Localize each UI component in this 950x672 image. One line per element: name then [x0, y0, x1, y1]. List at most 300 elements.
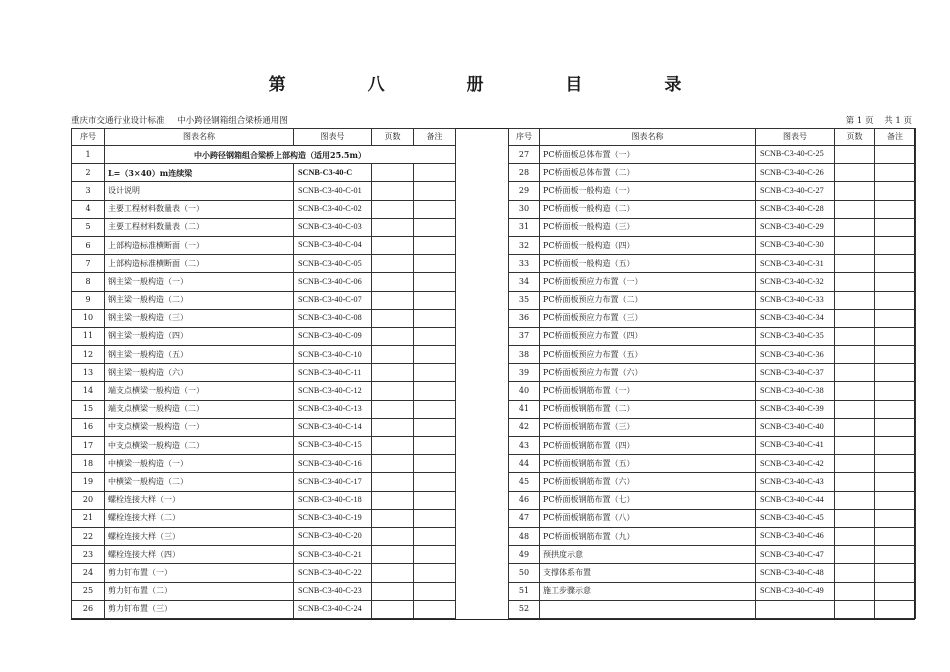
index-table-right: [508, 128, 916, 619]
row-number: 20: [72, 491, 105, 509]
remarks-cell: [875, 164, 916, 182]
standard-name: 重庆市交通行业设计标准: [71, 116, 165, 126]
page-count-cell: [835, 418, 875, 436]
remarks-cell: [414, 236, 456, 254]
drawing-name: 螺栓连接大样（三）: [105, 527, 294, 545]
row-number: 11: [72, 327, 105, 345]
table-row: [72, 527, 456, 545]
row-number: 7: [72, 255, 105, 273]
drawing-code: SCNB-C3-40-C-32: [756, 273, 835, 291]
row-number: 8: [72, 273, 105, 291]
page-count-cell: [835, 273, 875, 291]
remarks-cell: [875, 291, 916, 309]
drawing-name: 螺栓连接大样（二）: [105, 509, 294, 527]
page-count-cell: [835, 455, 875, 473]
drawing-code: SCNB-C3-40-C-24: [294, 600, 372, 618]
drawing-code: SCNB-C3-40-C-07: [294, 291, 372, 309]
page-number: 第 1 页: [845, 116, 874, 126]
drawing-code: SCNB-C3-40-C-08: [294, 309, 372, 327]
page-count-cell: [835, 582, 875, 600]
page-count-cell: [372, 255, 414, 273]
remarks-cell: [875, 327, 916, 345]
page-indicator: [838, 114, 912, 126]
page-count-cell: [372, 273, 414, 291]
drawing-name: PC桥面板钢筋布置（三）: [540, 418, 756, 436]
row-number: 43: [509, 437, 540, 455]
remarks-cell: [875, 346, 916, 364]
drawing-name: PC桥面板预应力布置（五）: [540, 346, 756, 364]
remarks-cell: [414, 200, 456, 218]
drawing-code: SCNB-C3-40-C-48: [756, 564, 835, 582]
page-count-cell: [372, 582, 414, 600]
row-number: 21: [72, 509, 105, 527]
drawing-name: PC桥面板一般构造（五）: [540, 255, 756, 273]
row-number: 40: [509, 382, 540, 400]
col-no-header: 序号: [509, 129, 540, 146]
remarks-cell: [414, 400, 456, 418]
table-row: [72, 437, 456, 455]
index-table-left: [71, 128, 456, 619]
drawing-name: 支撑体系布置: [540, 564, 756, 582]
row-number: 17: [72, 437, 105, 455]
table-row: [72, 582, 456, 600]
table-row: [509, 164, 916, 182]
table-row: [72, 327, 456, 345]
drawing-name: PC桥面板预应力布置（三）: [540, 309, 756, 327]
remarks-cell: [414, 473, 456, 491]
remarks-cell: [875, 400, 916, 418]
drawing-code: SCNB-C3-40-C-06: [294, 273, 372, 291]
remarks-cell: [875, 527, 916, 545]
table-row: [72, 255, 456, 273]
row-number: 19: [72, 473, 105, 491]
drawing-name: 剪力钉布置（一）: [105, 564, 294, 582]
drawing-code: SCNB-C3-40-C-30: [756, 236, 835, 254]
row-number: 36: [509, 309, 540, 327]
drawing-name: 钢主梁一般构造（三）: [105, 309, 294, 327]
remarks-cell: [875, 418, 916, 436]
row-number: 28: [509, 164, 540, 182]
row-number: 12: [72, 346, 105, 364]
drawing-name: [540, 600, 756, 618]
table-row: [72, 236, 456, 254]
col-code-header: 图表号: [294, 129, 372, 146]
drawing-code: SCNB-C3-40-C-41: [756, 437, 835, 455]
drawing-code: SCNB-C3-40-C-02: [294, 200, 372, 218]
page-count-cell: [835, 400, 875, 418]
remarks-cell: [414, 564, 456, 582]
remarks-cell: [875, 146, 916, 164]
drawing-name: PC桥面板钢筋布置（七）: [540, 491, 756, 509]
table-row: [509, 600, 916, 618]
row-number: 25: [72, 582, 105, 600]
remarks-cell: [875, 200, 916, 218]
drawing-name: 钢主梁一般构造（二）: [105, 291, 294, 309]
col-pages-header: 页数: [835, 129, 875, 146]
drawing-code: SCNB-C3-40-C-43: [756, 473, 835, 491]
remarks-cell: [875, 309, 916, 327]
drawing-name: PC桥面板预应力布置（一）: [540, 273, 756, 291]
drawing-name: 上部构造标准横断面（二）: [105, 255, 294, 273]
table-row: [72, 600, 456, 618]
remarks-cell: [875, 382, 916, 400]
drawing-code: SCNB-C3-40-C-49: [756, 582, 835, 600]
drawing-code: SCNB-C3-40-C-04: [294, 236, 372, 254]
row-number: 45: [509, 473, 540, 491]
remarks-cell: [875, 218, 916, 236]
drawing-code: SCNB-C3-40-C-33: [756, 291, 835, 309]
remarks-cell: [875, 546, 916, 564]
table-row: [509, 564, 916, 582]
drawing-name: PC桥面板钢筋布置（八）: [540, 509, 756, 527]
drawing-name: 中支点横梁一般构造（一）: [105, 418, 294, 436]
page-count-cell: [372, 182, 414, 200]
table-row: [72, 309, 456, 327]
row-number: 18: [72, 455, 105, 473]
row-number: 42: [509, 418, 540, 436]
row-number: 46: [509, 491, 540, 509]
page-count-cell: [835, 346, 875, 364]
remarks-cell: [875, 600, 916, 618]
drawing-code: SCNB-C3-40-C-42: [756, 455, 835, 473]
page-count-cell: [835, 236, 875, 254]
drawing-code: SCNB-C3-40-C-01: [294, 182, 372, 200]
row-number: 6: [72, 236, 105, 254]
page-count-cell: [835, 218, 875, 236]
drawing-name: 螺栓连接大样（一）: [105, 491, 294, 509]
table-row: [72, 418, 456, 436]
table-row: [72, 491, 456, 509]
row-number: 16: [72, 418, 105, 436]
page-count-cell: [835, 491, 875, 509]
page-count-cell: [835, 382, 875, 400]
row-number: 38: [509, 346, 540, 364]
remarks-cell: [414, 273, 456, 291]
table-row: [72, 200, 456, 218]
drawing-name: PC桥面板钢筋布置（六）: [540, 473, 756, 491]
page-count-cell: [835, 564, 875, 582]
remarks-cell: [875, 236, 916, 254]
table-row: [509, 437, 916, 455]
drawing-code: SCNB-C3-40-C-31: [756, 255, 835, 273]
document-header: [71, 114, 298, 126]
drawing-code: SCNB-C3-40-C-03: [294, 218, 372, 236]
page-count-cell: [372, 164, 414, 182]
drawing-name: PC桥面板一般构造（三）: [540, 218, 756, 236]
table-row: [72, 273, 456, 291]
drawing-code: SCNB-C3-40-C-28: [756, 200, 835, 218]
page-count-cell: [835, 527, 875, 545]
drawing-code: SCNB-C3-40-C-44: [756, 491, 835, 509]
col-pages-header: 页数: [372, 129, 414, 146]
remarks-cell: [414, 327, 456, 345]
drawing-name: 钢主梁一般构造（六）: [105, 364, 294, 382]
drawing-code: SCNB-C3-40-C-19: [294, 509, 372, 527]
remarks-cell: [414, 600, 456, 618]
row-number: 35: [509, 291, 540, 309]
row-number: 13: [72, 364, 105, 382]
page-count-cell: [835, 327, 875, 345]
row-number: 32: [509, 236, 540, 254]
table-row: [509, 273, 916, 291]
page-count-cell: [835, 200, 875, 218]
drawing-code: SCNB-C3-40-C-09: [294, 327, 372, 345]
page-count-cell: [372, 491, 414, 509]
page-count-cell: [372, 564, 414, 582]
remarks-cell: [414, 418, 456, 436]
row-number: 23: [72, 546, 105, 564]
page-count-cell: [372, 527, 414, 545]
drawing-code: SCNB-C3-40-C-05: [294, 255, 372, 273]
drawing-name: PC桥面板一般构造（一）: [540, 182, 756, 200]
page-count-cell: [372, 600, 414, 618]
page-count-cell: [835, 437, 875, 455]
drawing-code: SCNB-C3-40-C-27: [756, 182, 835, 200]
drawing-code: SCNB-C3-40-C-21: [294, 546, 372, 564]
drawing-code: SCNB-C3-40-C-16: [294, 455, 372, 473]
table-row: [72, 364, 456, 382]
page-count-cell: [372, 455, 414, 473]
page-count-cell: [835, 309, 875, 327]
row-number: 41: [509, 400, 540, 418]
page-count-cell: [372, 364, 414, 382]
drawing-code: SCNB-C3-40-C-39: [756, 400, 835, 418]
page-count-cell: [372, 309, 414, 327]
drawing-name: L=（3×40）m连续梁: [105, 164, 294, 182]
drawing-code: SCNB-C3-40-C-15: [294, 437, 372, 455]
drawing-code: SCNB-C3-40-C-23: [294, 582, 372, 600]
col-name-header: 图表名称: [540, 129, 756, 146]
drawing-name: 施工步骤示意: [540, 582, 756, 600]
remarks-cell: [875, 509, 916, 527]
drawing-name: 钢主梁一般构造（五）: [105, 346, 294, 364]
table-row: [509, 546, 916, 564]
row-number: 3: [72, 182, 105, 200]
row-number: 52: [509, 600, 540, 618]
row-number: 26: [72, 600, 105, 618]
table-row: [509, 364, 916, 382]
remarks-cell: [875, 491, 916, 509]
remarks-cell: [875, 182, 916, 200]
table-row: [72, 291, 456, 309]
remarks-cell: [414, 582, 456, 600]
drawing-set-name: 中小跨径钢箱组合梁桥通用图: [177, 116, 288, 126]
remarks-cell: [875, 455, 916, 473]
table-row: [509, 309, 916, 327]
remarks-cell: [414, 509, 456, 527]
drawing-code: SCNB-C3-40-C-11: [294, 364, 372, 382]
table-row: [72, 546, 456, 564]
remarks-cell: [875, 364, 916, 382]
drawing-code: SCNB-C3-40-C-14: [294, 418, 372, 436]
page-count-cell: [372, 400, 414, 418]
drawing-name: PC桥面板总体布置（二）: [540, 164, 756, 182]
drawing-name: PC桥面板一般构造（四）: [540, 236, 756, 254]
drawing-name: 上部构造标准横断面（一）: [105, 236, 294, 254]
drawing-code: SCNB-C3-40-C-37: [756, 364, 835, 382]
remarks-cell: [414, 382, 456, 400]
page-count-cell: [372, 437, 414, 455]
remarks-cell: [414, 255, 456, 273]
page-count-cell: [835, 182, 875, 200]
table-row: [509, 400, 916, 418]
page-count-cell: [372, 200, 414, 218]
remarks-cell: [875, 273, 916, 291]
remarks-cell: [875, 473, 916, 491]
drawing-name: PC桥面板总体布置（一）: [540, 146, 756, 164]
drawing-name: PC桥面板预应力布置（四）: [540, 327, 756, 345]
table-row: [509, 255, 916, 273]
remarks-cell: [414, 182, 456, 200]
row-number: 33: [509, 255, 540, 273]
table-row: [509, 236, 916, 254]
remarks-cell: [414, 309, 456, 327]
table-row: [72, 455, 456, 473]
drawing-code: SCNB-C3-40-C-34: [756, 309, 835, 327]
row-number: 5: [72, 218, 105, 236]
table-row: [509, 509, 916, 527]
remarks-cell: [875, 564, 916, 582]
table-row: [72, 218, 456, 236]
drawing-name: PC桥面板钢筋布置（五）: [540, 455, 756, 473]
drawing-name: PC桥面板钢筋布置（二）: [540, 400, 756, 418]
table-row: [509, 182, 916, 200]
page-count-cell: [835, 146, 875, 164]
drawing-name: 端支点横梁一般构造（二）: [105, 400, 294, 418]
page-count-cell: [835, 600, 875, 618]
page-count-cell: [372, 509, 414, 527]
table-row: [72, 346, 456, 364]
page-count-cell: [372, 418, 414, 436]
row-number: 2: [72, 164, 105, 182]
drawing-code: SCNB-C3-40-C-36: [756, 346, 835, 364]
drawing-name: 中横梁一般构造（一）: [105, 455, 294, 473]
page-count-cell: [372, 291, 414, 309]
page-total: 共 1 页: [884, 116, 912, 126]
drawing-name: PC桥面板钢筋布置（九）: [540, 527, 756, 545]
drawing-code: SCNB-C3-40-C-25: [756, 146, 835, 164]
drawing-code: SCNB-C3-40-C-29: [756, 218, 835, 236]
col-code-header: 图表号: [756, 129, 835, 146]
drawing-name: 剪力钉布置（二）: [105, 582, 294, 600]
remarks-cell: [414, 218, 456, 236]
table-row: [72, 146, 456, 164]
page-count-cell: [372, 327, 414, 345]
page-count-cell: [835, 164, 875, 182]
remarks-cell: [875, 255, 916, 273]
row-number: 47: [509, 509, 540, 527]
remarks-cell: [414, 527, 456, 545]
drawing-name: 钢主梁一般构造（四）: [105, 327, 294, 345]
row-number: 10: [72, 309, 105, 327]
row-number: 4: [72, 200, 105, 218]
table-row: [509, 146, 916, 164]
drawing-code: SCNB-C3-40-C-20: [294, 527, 372, 545]
drawing-name: PC桥面板预应力布置（二）: [540, 291, 756, 309]
drawing-code: SCNB-C3-40-C-18: [294, 491, 372, 509]
row-number: 9: [72, 291, 105, 309]
page-count-cell: [372, 546, 414, 564]
table-row: [509, 582, 916, 600]
page-count-cell: [835, 291, 875, 309]
table-row: [72, 564, 456, 582]
table-row: [509, 291, 916, 309]
row-number: 14: [72, 382, 105, 400]
table-row: [72, 473, 456, 491]
drawing-code: [756, 600, 835, 618]
row-number: 44: [509, 455, 540, 473]
table-row: [509, 491, 916, 509]
drawing-code: SCNB-C3-40-C-46: [756, 527, 835, 545]
row-number: 24: [72, 564, 105, 582]
remarks-cell: [875, 582, 916, 600]
remarks-cell: [414, 455, 456, 473]
remarks-cell: [414, 437, 456, 455]
drawing-code: SCNB-C3-40-C-22: [294, 564, 372, 582]
drawing-code: SCNB-C3-40-C-10: [294, 346, 372, 364]
page-count-cell: [372, 218, 414, 236]
col-remarks-header: 备注: [875, 129, 916, 146]
drawing-name: PC桥面板钢筋布置（四）: [540, 437, 756, 455]
page-count-cell: [372, 473, 414, 491]
remarks-cell: [414, 546, 456, 564]
table-row: [509, 382, 916, 400]
remarks-cell: [414, 291, 456, 309]
row-number: 1: [72, 146, 105, 164]
drawing-name: PC桥面板钢筋布置（一）: [540, 382, 756, 400]
drawing-code: SCNB-C3-40-C-35: [756, 327, 835, 345]
drawing-code: SCNB-C3-40-C-38: [756, 382, 835, 400]
remarks-cell: [414, 346, 456, 364]
drawing-code: SCNB-C3-40-C-12: [294, 382, 372, 400]
remarks-cell: [875, 437, 916, 455]
table-row: [72, 382, 456, 400]
drawing-name: PC桥面板一般构造（二）: [540, 200, 756, 218]
row-number: 37: [509, 327, 540, 345]
table-row: [509, 200, 916, 218]
remarks-cell: [414, 491, 456, 509]
page-count-cell: [372, 236, 414, 254]
page-count-cell: [372, 346, 414, 364]
table-row: [509, 527, 916, 545]
table-header-row: [509, 129, 916, 146]
row-number: 39: [509, 364, 540, 382]
table-row: [72, 182, 456, 200]
table-row: [509, 218, 916, 236]
table-row: [509, 418, 916, 436]
page-count-cell: [835, 546, 875, 564]
table-row: [509, 455, 916, 473]
page-count-cell: [835, 473, 875, 491]
drawing-code: SCNB-C3-40-C-13: [294, 400, 372, 418]
drawing-name: 钢主梁一般构造（一）: [105, 273, 294, 291]
table-row: [509, 346, 916, 364]
row-number: 27: [509, 146, 540, 164]
remarks-cell: [414, 164, 456, 182]
table-row: [72, 164, 456, 182]
drawing-name: 螺栓连接大样（四）: [105, 546, 294, 564]
drawing-name: 主要工程材料数量表（二）: [105, 218, 294, 236]
remarks-cell: [414, 364, 456, 382]
page-count-cell: [835, 364, 875, 382]
table-row: [509, 473, 916, 491]
drawing-code: SCNB-C3-40-C-26: [756, 164, 835, 182]
table-header-row: [72, 129, 456, 146]
drawing-code: SCNB-C3-40-C-17: [294, 473, 372, 491]
drawing-code: SCNB-C3-40-C-40: [756, 418, 835, 436]
drawing-name: 端支点横梁一般构造（一）: [105, 382, 294, 400]
col-no-header: 序号: [72, 129, 105, 146]
